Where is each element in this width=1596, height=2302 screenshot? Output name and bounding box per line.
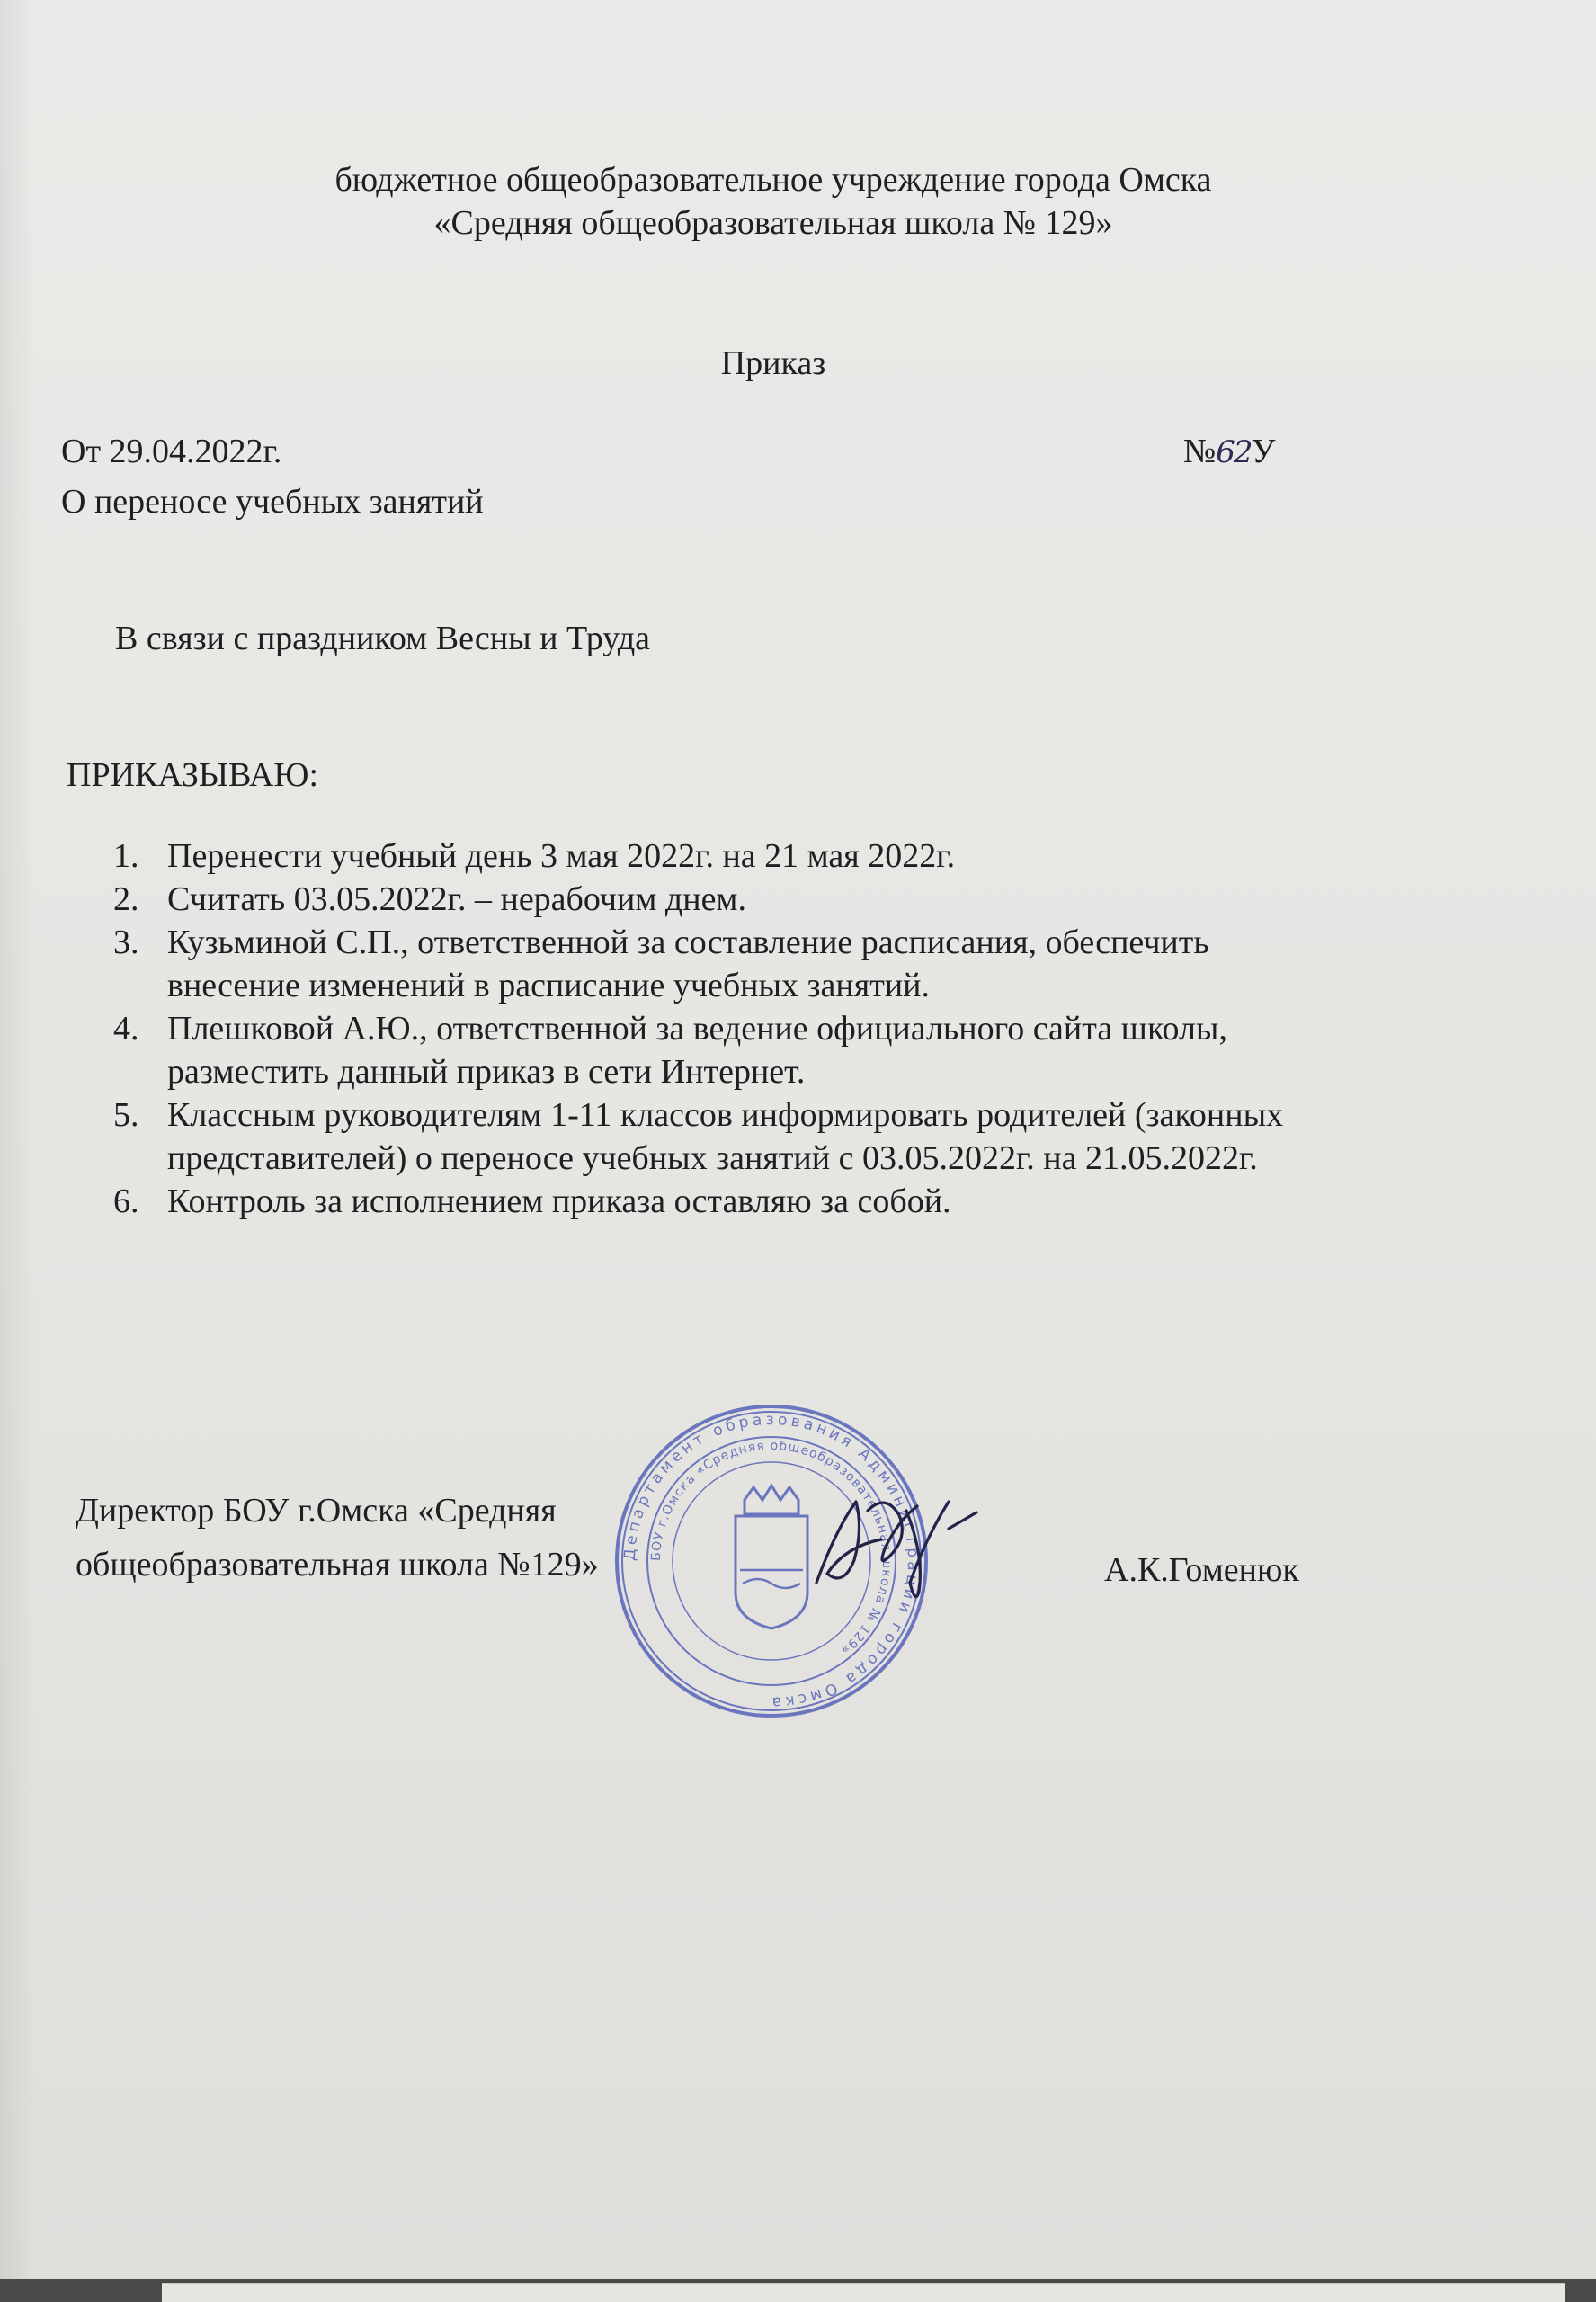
coat-of-arms-icon [736,1486,807,1628]
director-signature [800,1475,980,1610]
stamp-outer-text: Департамент образования Администрации города Омска [620,1410,923,1712]
number-suffix: У [1251,433,1276,470]
stamp-inner-text: БОУ г.Омска «Средняя общеобразовательная школа № 129» [648,1438,895,1658]
item-text: Считать 03.05.2022г. – нерабочим днем. [167,880,746,918]
document-title: Приказ [720,344,826,382]
item-number: 4. [113,1010,139,1048]
item-number: 2. [113,880,139,918]
signatory-position-line2: общеобразовательная школа №129» [76,1546,599,1584]
institution-name-line2: «Средняя общеобразовательная школа № 129» [433,204,1113,242]
item-number: 1. [113,837,139,875]
order-number [1183,430,1275,474]
institution-name-line1: бюджетное общеобразовательное учреждение города Омска [334,161,1212,199]
item-text-continued: разместить данный приказ в сети Интернет. [167,1053,806,1091]
item-text: Кузьминой С.П., ответственной за составление расписания, обеспечить [167,923,1209,961]
order-item [113,1007,1516,1093]
item-text-continued: представителей) о переносе учебных занятий с 03.05.2022г. на 21.05.2022г. [167,1139,1258,1177]
order-item [113,878,1516,921]
item-number: 3. [113,923,139,961]
handwritten-number: 62 [1216,434,1252,470]
order-item [113,921,1516,1007]
document-date: От 29.04.2022г. [61,433,282,470]
number-prefix: № [1183,433,1217,470]
order-word: ПРИКАЗЫВАЮ: [67,756,319,794]
preamble: В связи с праздником Весны и Труда [115,620,651,657]
order-item [113,1180,1516,1223]
document-subject: О переносе учебных занятий [61,483,484,521]
order-items-list [113,834,1516,1223]
item-number: 6. [113,1182,139,1220]
item-number: 5. [113,1096,139,1134]
paper-bottom-edge [162,2283,1565,2302]
item-text: Классным руководителям 1-11 классов информировать родителей (законных [167,1096,1284,1134]
item-text: Контроль за исполнением приказа оставляю за собой. [167,1182,951,1220]
signatory-position-line1: Директор БОУ г.Омска «Средняя [76,1492,557,1530]
order-item [113,1093,1516,1180]
signatory-name: А.К.Гоменюк [1104,1551,1299,1589]
item-text-continued: внесение изменений в расписание учебных занятий. [167,967,930,1004]
item-text: Плешковой А.Ю., ответственной за ведение официального сайта школы, [167,1010,1227,1048]
order-item [113,834,1516,878]
item-text: Перенести учебный день 3 мая 2022г. на 21 мая 2022г. [167,837,956,875]
